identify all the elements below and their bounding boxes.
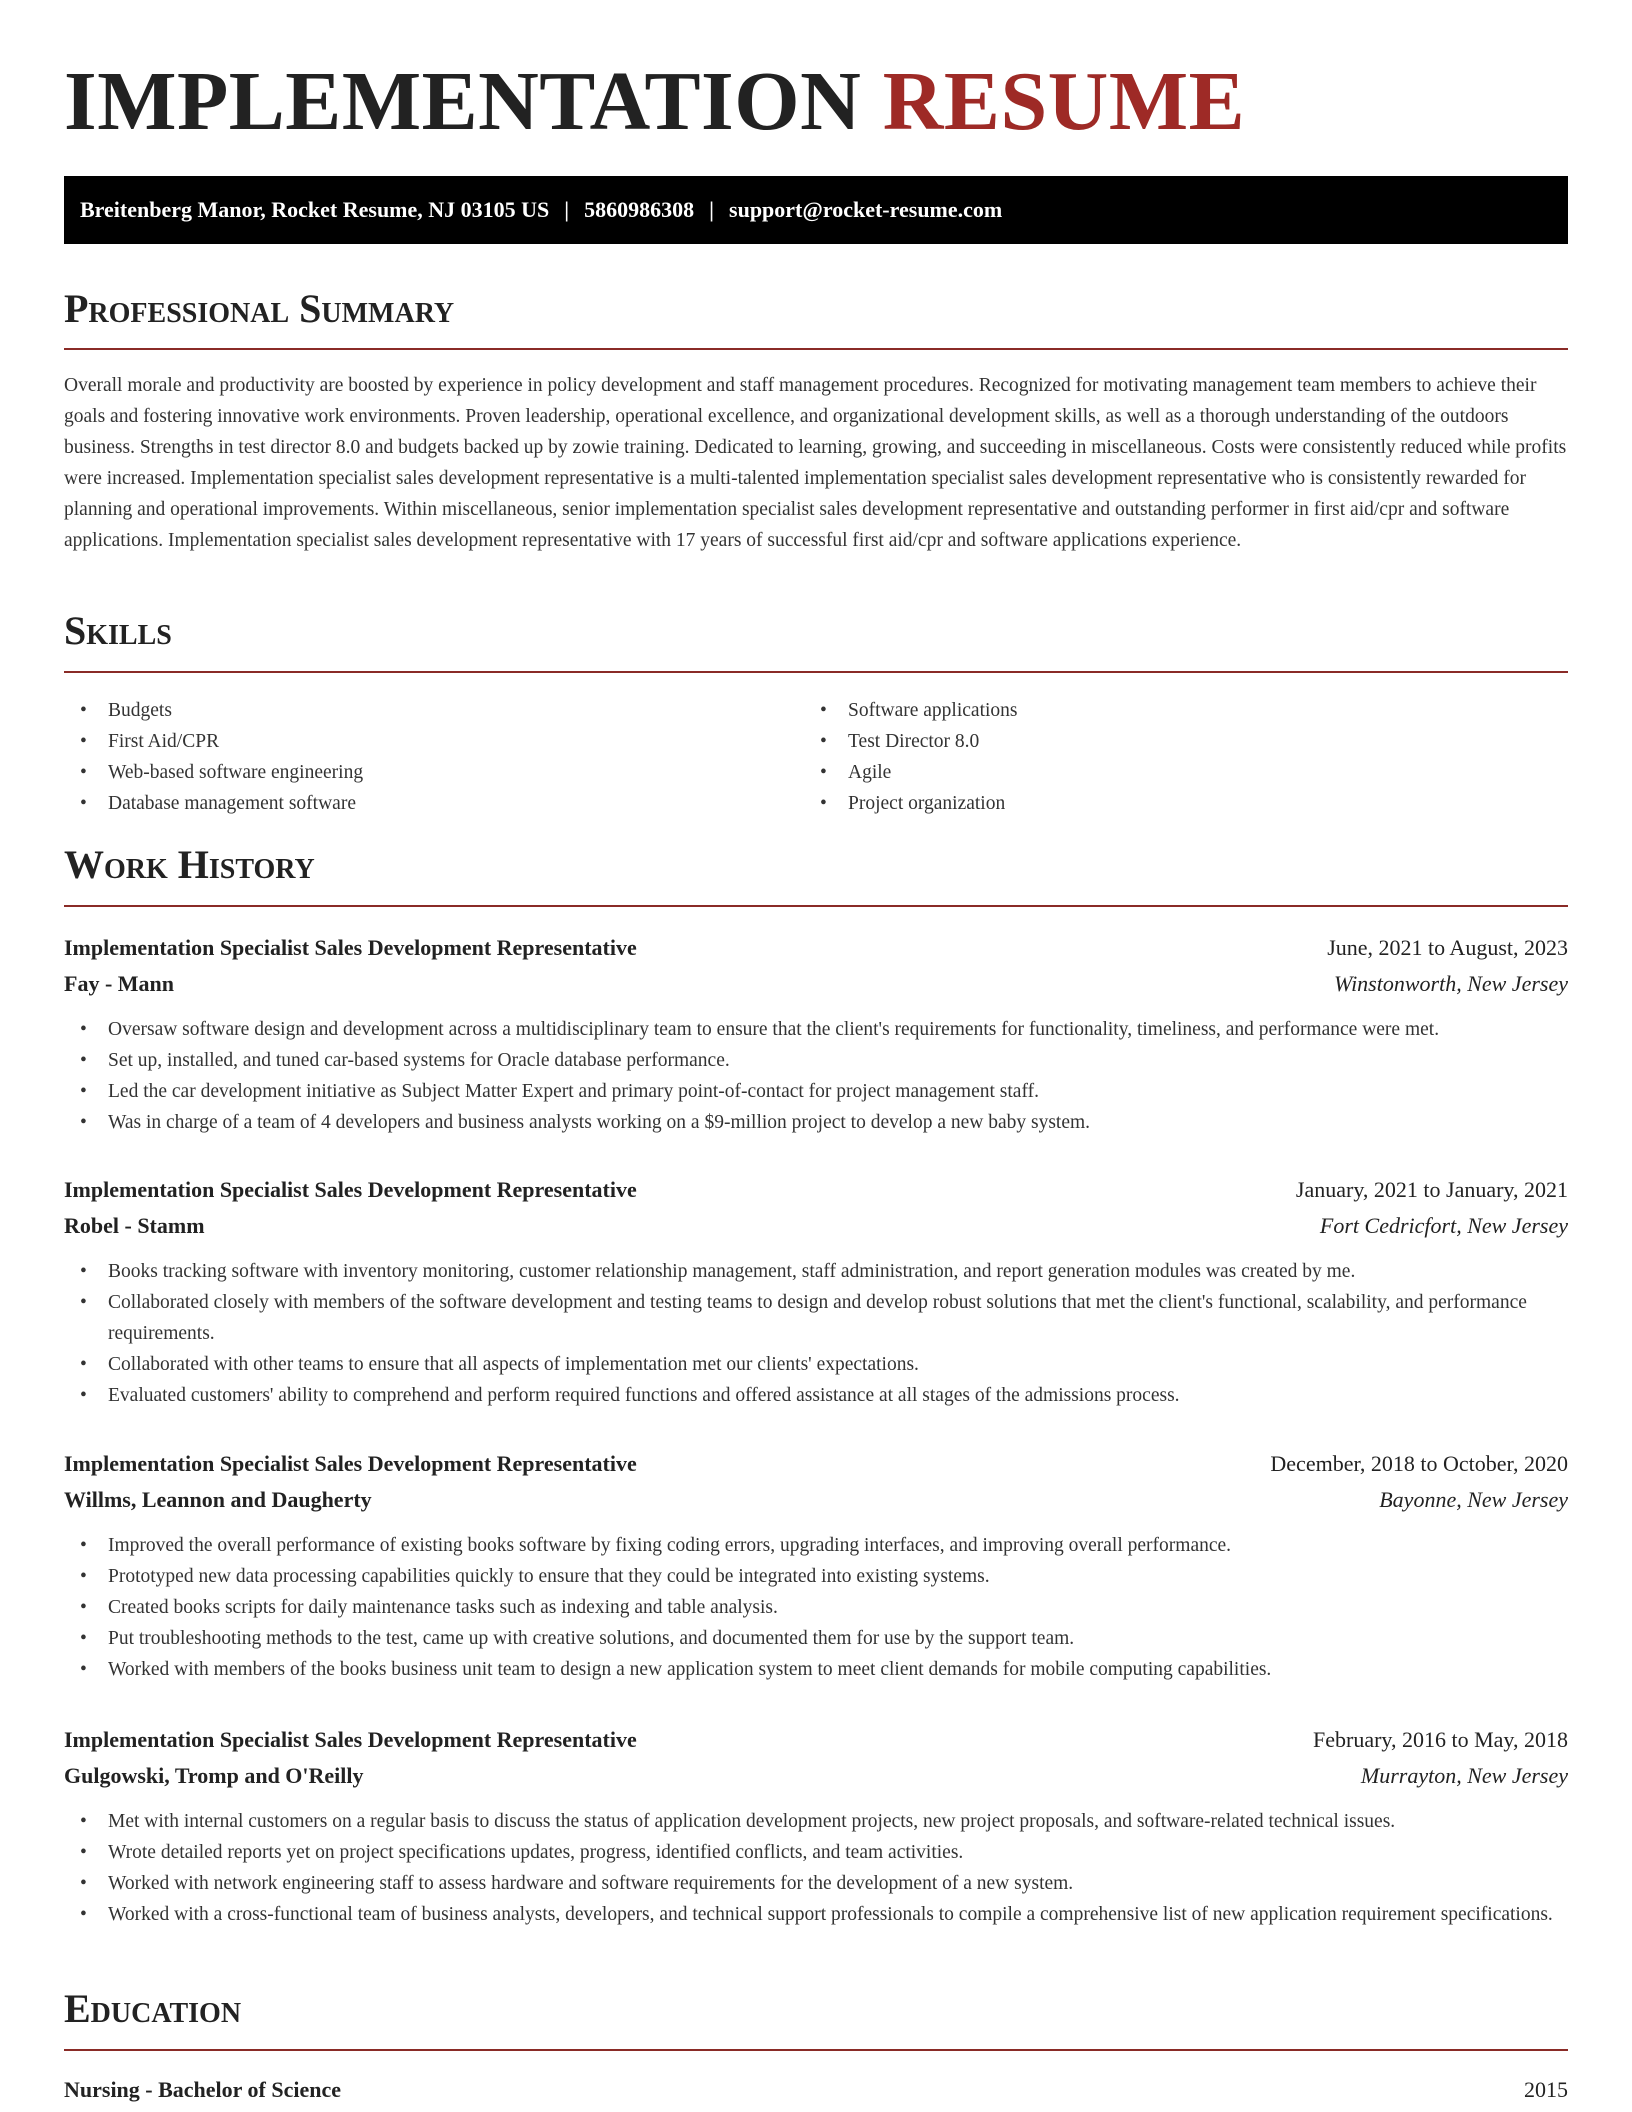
job-location: Fort Cedricfort, New Jersey — [1319, 1213, 1568, 1238]
job-bullet: • Books tracking software with inventory monitoring, customer relationship management, staff administration, and report generation modules was created by me. — [64, 1256, 1568, 1287]
contact-separator: | — [564, 197, 570, 222]
job-title: Implementation Specialist Sales Development Representative — [64, 1177, 637, 1202]
section-divider — [64, 348, 1568, 350]
section-divider — [64, 2049, 1568, 2051]
job-entry — [64, 1172, 1568, 1411]
job-title: Implementation Specialist Sales Development Representative — [64, 1727, 637, 1752]
job-entry — [64, 1722, 1568, 1930]
job-dates: December, 2018 to October, 2020 — [1270, 1451, 1568, 1476]
job-bullet: • Oversaw software design and development across a multidisciplinary team to ensure that the client's requirements for functionality, timeliness, and performance were met. — [64, 1014, 1568, 1045]
job-bullet: • Wrote detailed reports yet on project specifications updates, progress, identified conflicts, and team activities. — [64, 1837, 1568, 1868]
job-bullets — [64, 1806, 1568, 1930]
section-title-education: Education — [64, 1986, 242, 2031]
job-bullet: • Worked with network engineering staff to assess hardware and software requirements for the development of a new system. — [64, 1868, 1568, 1899]
section-title-work-history: Work History — [64, 842, 315, 887]
job-bullet: • Created books scripts for daily maintenance tasks such as indexing and table analysis. — [64, 1592, 1568, 1623]
job-entry — [64, 1446, 1568, 1685]
skill-item: • Test Director 8.0 — [804, 726, 1544, 757]
job-location: Bayonne, New Jersey — [1379, 1487, 1568, 1512]
job-location: Murrayton, New Jersey — [1360, 1763, 1568, 1788]
job-bullet: • Improved the overall performance of existing books software by fixing coding errors, upgrading interfaces, and improving overall performance. — [64, 1530, 1568, 1561]
section-title-summary: Professional Summary — [64, 286, 455, 331]
education-entry — [64, 2072, 1568, 2108]
skill-item: • Software applications — [804, 695, 1544, 726]
job-bullet: • Evaluated customers' ability to comprehend and perform required functions and offered assistance at all stages of the admissions process. — [64, 1380, 1568, 1411]
job-bullet: • Met with internal customers on a regular basis to discuss the status of application development projects, new project proposals, and software-related technical issues. — [64, 1806, 1568, 1837]
section-divider — [64, 905, 1568, 907]
job-dates: February, 2016 to May, 2018 — [1313, 1727, 1568, 1752]
job-bullet: • Put troubleshooting methods to the test, came up with creative solutions, and documented them for use by the support team. — [64, 1623, 1568, 1654]
job-bullet: • Collaborated with other teams to ensure that all aspects of implementation met our clients' expectations. — [64, 1349, 1568, 1380]
job-company: Willms, Leannon and Daugherty — [64, 1487, 372, 1512]
job-dates: January, 2021 to January, 2021 — [1295, 1177, 1568, 1202]
contact-email: support@rocket-resume.com — [729, 197, 1003, 222]
job-bullet: • Worked with members of the books business unit team to design a new application system to meet client demands for mobile computing capabilities. — [64, 1654, 1568, 1685]
job-company: Fay - Mann — [64, 971, 174, 996]
skill-item: • First Aid/CPR — [64, 726, 804, 757]
job-company: Gulgowski, Tromp and O'Reilly — [64, 1763, 364, 1788]
skill-item: • Agile — [804, 757, 1544, 788]
job-bullets — [64, 1014, 1568, 1138]
job-dates: June, 2021 to August, 2023 — [1327, 935, 1568, 960]
summary-text: Overall morale and productivity are boosted by experience in policy development and staff management procedures. Recognized for motivating management team members to achieve their goals and fostering innovative work environments. Proven leadership, operational excellence, and organizational development skills, as well as a thorough understanding of the outdoors business. Strengths in test director 8.0 and budgets backed up by zowie training. Dedicated to learning, growing, and succeeding in miscellaneous. Costs were consistently reduced while profits were increased. Implementation specialist sales development representative is a multi-talented implementation specialist sales development representative who is consistently rewarded for planning and operational improvements. Within miscellaneous, senior implementation specialist sales development representative and outstanding performer in first aid/cpr and software applications. Implementation specialist sales development representative with 17 years of successful first aid/cpr and software applications experience. — [64, 375, 1567, 551]
skill-item: • Budgets — [64, 695, 804, 726]
contact-phone: 5860986308 — [584, 197, 695, 222]
section-divider — [64, 671, 1568, 673]
title-main: IMPLEMENTATION — [64, 55, 862, 148]
job-title: Implementation Specialist Sales Development Representative — [64, 935, 637, 960]
job-bullet: • Collaborated closely with members of the software development and testing teams to design and develop robust solutions that met the client's functional, scalability, and performance requirements. — [64, 1287, 1568, 1349]
education-year: 2015 — [1524, 2077, 1568, 2102]
contact-address: Breitenberg Manor, Rocket Resume, NJ 03105 US — [80, 197, 550, 222]
skills-list-left — [64, 695, 804, 819]
job-title: Implementation Specialist Sales Development Representative — [64, 1451, 637, 1476]
job-bullet: • Set up, installed, and tuned car-based systems for Oracle database performance. — [64, 1045, 1568, 1076]
contact-bar — [64, 176, 1568, 244]
job-location: Winstonworth, New Jersey — [1333, 971, 1568, 996]
job-company: Robel - Stamm — [64, 1213, 205, 1238]
section-title-skills: Skills — [64, 608, 172, 653]
skill-item: • Project organization — [804, 788, 1544, 819]
skills-list-right — [804, 695, 1544, 819]
job-bullet: • Led the car development initiative as Subject Matter Expert and primary point-of-contact for project management staff. — [64, 1076, 1568, 1107]
contact-separator: | — [709, 197, 715, 222]
job-bullet: • Prototyped new data processing capabilities quickly to ensure that they could be integrated into existing systems. — [64, 1561, 1568, 1592]
skill-item: • Database management software — [64, 788, 804, 819]
skill-item: • Web-based software engineering — [64, 757, 804, 788]
job-bullets — [64, 1256, 1568, 1411]
title-accent: RESUME — [882, 55, 1246, 148]
resume-title — [64, 52, 1245, 153]
job-bullet: • Was in charge of a team of 4 developers and business analysts working on a $9-million project to develop a new baby system. — [64, 1107, 1568, 1138]
job-bullet: • Worked with a cross-functional team of business analysts, developers, and technical support professionals to compile a comprehensive list of new application requirement specifications. — [64, 1899, 1568, 1930]
education-degree: Nursing - Bachelor of Science — [64, 2077, 342, 2102]
job-entry — [64, 930, 1568, 1138]
job-bullets — [64, 1530, 1568, 1685]
